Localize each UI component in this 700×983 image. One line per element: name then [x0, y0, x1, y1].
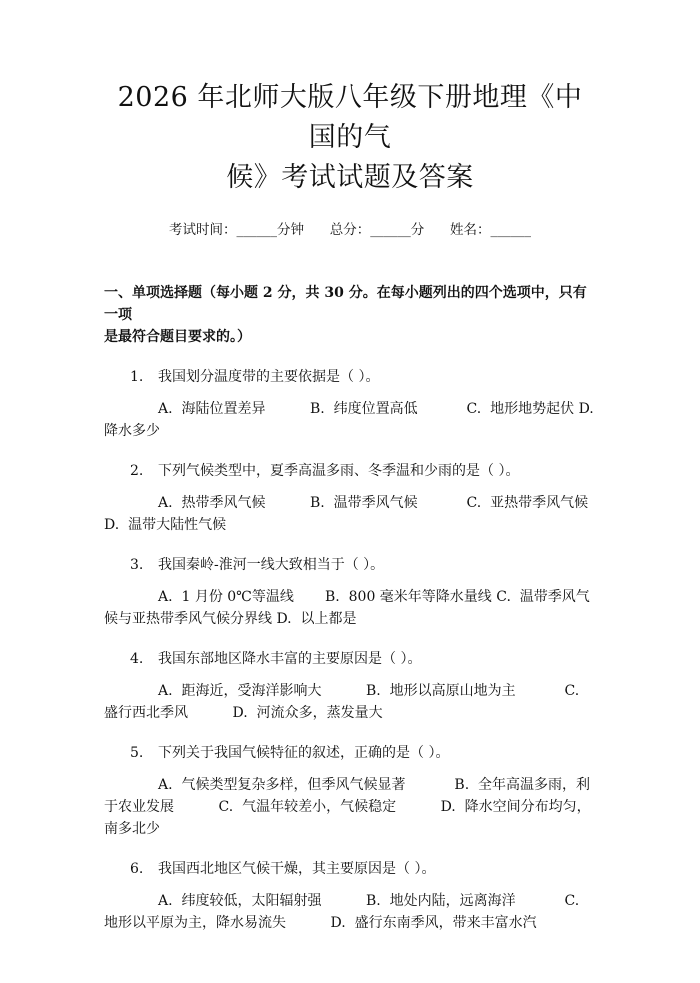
question-options: A. 热带季风气候 B. 温带季风气候 C. 亚热带季风气候 D. 温带大陆性气候 — [104, 495, 593, 533]
question-options: A. 纬度较低，太阳辐射强 B. 地处内陆，远离海洋 C. 地形以平原为主，降水易流失 D. 盛行东南季风，带来丰富水汽 — [104, 893, 589, 931]
exam-page — [0, 78, 700, 983]
question-stem — [104, 460, 596, 482]
title-line-2: 候》考试试题及答案 — [226, 162, 474, 193]
question-options: A. 海陆位置差异 B. 纬度位置高低 C. 地形地势起伏 D. 降水多少 — [104, 401, 603, 439]
question-text: 我国东部地区降水丰富的主要原因是（ ）。 — [158, 651, 422, 667]
question-text: 我国划分温度带的主要依据是（ ）。 — [158, 369, 380, 385]
title-line-1: 2026 年北师大版八年级下册地理《中国的气 — [117, 82, 583, 153]
question-stem — [104, 554, 596, 576]
question-4 — [104, 648, 596, 724]
question-stem — [104, 742, 596, 764]
section-heading — [104, 282, 596, 348]
question-options: A. 气候类型复杂多样，但季风气候显著 B. 全年高温多雨，利于农业发展 C. 气温年较差小，气候稳定 D. 降水空间分布均匀，南多北少 — [104, 777, 591, 837]
question-text: 下列气候类型中，夏季高温多雨、冬季温和少雨的是（ ）。 — [158, 463, 520, 479]
question-options: A. 距海近，受海洋影响大 B. 地形以高原山地为主 C. 盛行西北季风 D. 河流众多，蒸发量大 — [104, 683, 589, 721]
question-text: 我国西北地区气候干燥，其主要原因是（ ）。 — [158, 861, 436, 877]
question-2 — [104, 460, 596, 536]
question-number: 6. — [130, 861, 144, 877]
question-1 — [104, 366, 603, 442]
question-options: A. 1 月份 0℃等温线 B. 800 毫米年等降水量线 C. 温带季风气候与亚热带季风气候分界线 D. 以上都是 — [104, 589, 590, 627]
question-number: 3. — [130, 557, 144, 573]
question-6 — [104, 858, 596, 934]
exam-info-line: 考试时间：______分钟 总分：______分 姓名：______ — [169, 222, 531, 238]
question-stem — [104, 648, 596, 670]
question-stem — [104, 858, 596, 880]
question-number: 4. — [130, 651, 144, 667]
section-heading-line-2: 是最符合题目要求的。） — [104, 329, 251, 345]
question-number: 5. — [130, 745, 144, 761]
question-number: 1. — [130, 369, 144, 385]
question-text: 下列关于我国气候特征的叙述，正确的是（ ）。 — [158, 745, 450, 761]
question-number: 2. — [130, 463, 144, 479]
question-text: 我国秦岭-淮河一线大致相当于（ ）。 — [158, 557, 385, 573]
document-title — [104, 78, 596, 198]
question-stem — [104, 366, 596, 388]
section-heading-line-1: 一、单项选择题（每小题 2 分，共 30 分。在每小题列出的四个选项中，只有一项 — [104, 285, 587, 323]
question-3 — [104, 554, 596, 630]
question-5 — [104, 742, 596, 840]
